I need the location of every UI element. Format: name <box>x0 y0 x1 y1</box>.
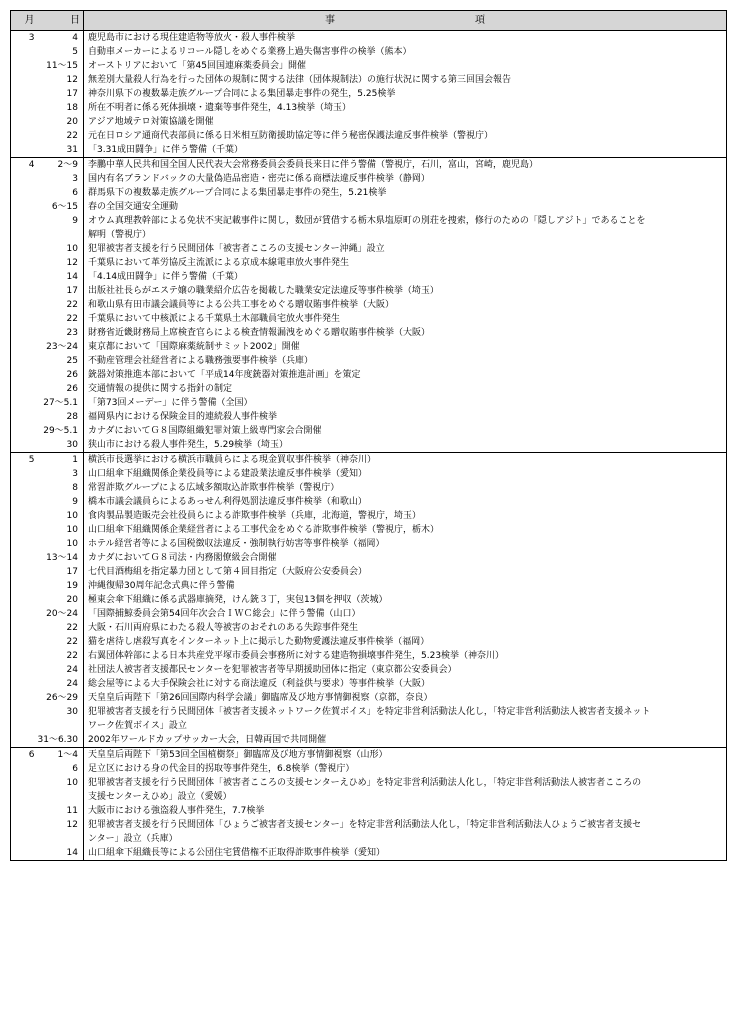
row-month <box>11 438 37 453</box>
row-event: 山口組傘下組織関係企業経営者による工事代金をめぐる詐欺事件検挙（警視庁，栃木） <box>84 523 727 537</box>
row-month <box>11 326 37 340</box>
row-event: 李鵬中華人民共和国全国人民代表大会常務委員会委員長来日に伴う警備（警視庁，石川，富山，宮崎，鹿児島） <box>84 158 727 173</box>
row-day: 2～9 <box>37 158 84 173</box>
row-day: 9 <box>37 214 84 228</box>
row-month <box>11 45 37 59</box>
row-event: 猫を虐待し虐殺写真をインターネット上に掲示した動物愛護法違反事件検挙（福岡） <box>84 635 727 649</box>
table-row <box>11 621 727 635</box>
row-day <box>37 790 84 804</box>
row-day: 8 <box>37 481 84 495</box>
row-day: 10 <box>37 523 84 537</box>
row-month <box>11 607 37 621</box>
row-event: 極東会傘下組織に係る武器庫摘発，けん銃３丁，実包13個を押収（茨城） <box>84 593 727 607</box>
row-event: カナダにおいてＧ８国際組織犯罪対策上級専門家会合開催 <box>84 424 727 438</box>
row-event: 銃器対策推進本部において「平成14年度銃器対策推進計画」を策定 <box>84 368 727 382</box>
row-month <box>11 242 37 256</box>
table-row <box>11 87 727 101</box>
row-event: 犯罪被害者支援を行う民間団体「被害者こころの支援センター沖縄」設立 <box>84 242 727 256</box>
row-month <box>11 565 37 579</box>
header-event <box>84 11 727 31</box>
row-day: 31 <box>37 143 84 158</box>
row-event: アジア地域テロ対策協議を開催 <box>84 115 727 129</box>
table-row <box>11 607 727 621</box>
row-month <box>11 284 37 298</box>
table-row <box>11 158 727 173</box>
row-month <box>11 846 37 861</box>
table-row <box>11 312 727 326</box>
row-day: 14 <box>37 270 84 284</box>
row-event: ンター」設立（兵庫） <box>84 832 727 846</box>
row-month <box>11 705 37 719</box>
row-day: 26 <box>37 368 84 382</box>
table-row <box>11 270 727 284</box>
row-day: 22 <box>37 649 84 663</box>
table-row <box>11 663 727 677</box>
row-event: カナダにおいてＧ８司法・内務閣僚級会合開催 <box>84 551 727 565</box>
row-event: 天皇皇后両陛下「第53回全国植樹祭」御臨席及び地方事情御視察（山形） <box>84 748 727 763</box>
row-month <box>11 424 37 438</box>
row-day: 10 <box>37 242 84 256</box>
table-row <box>11 172 727 186</box>
table-row <box>11 115 727 129</box>
row-day: 20 <box>37 115 84 129</box>
row-event: 「3.31成田闘争」に伴う警備（千葉） <box>84 143 727 158</box>
row-month <box>11 172 37 186</box>
row-month <box>11 354 37 368</box>
row-day: 3 <box>37 467 84 481</box>
row-day: 19 <box>37 579 84 593</box>
row-day: 24 <box>37 677 84 691</box>
row-day: 12 <box>37 73 84 87</box>
row-month <box>11 523 37 537</box>
table-row <box>11 762 727 776</box>
row-day: 1～4 <box>37 748 84 763</box>
row-day: 10 <box>37 776 84 790</box>
row-event: 千葉県において中核派による千葉県土木部職員宅放火事件発生 <box>84 312 727 326</box>
row-day: 18 <box>37 101 84 115</box>
row-event: 福岡県内における保険金目的連続殺人事件検挙 <box>84 410 727 424</box>
row-month <box>11 59 37 73</box>
row-month <box>11 481 37 495</box>
row-month <box>11 551 37 565</box>
row-event: 無差別大量殺人行為を行った団体の規制に関する法律（団体規制法）の施行状況に関する第三回国会報告 <box>84 73 727 87</box>
row-day: 5 <box>37 45 84 59</box>
table-row <box>11 748 727 763</box>
table-row <box>11 129 727 143</box>
row-day: 28 <box>37 410 84 424</box>
row-month <box>11 593 37 607</box>
row-event: 常習詐欺グループによる広域多額取込詐欺事件検挙（警視庁） <box>84 481 727 495</box>
row-month <box>11 73 37 87</box>
row-event: 交通情報の提供に関する指針の制定 <box>84 382 727 396</box>
row-event: 「4.14成田闘争」に伴う警備（千葉） <box>84 270 727 284</box>
row-event: オウム真理教幹部による免状不実記載事件に関し，数団が賃借する栃木県塩原町の別荘を捜索，修行のための「隠しアジト」であることを <box>84 214 727 228</box>
header-month: 月 <box>11 11 37 31</box>
row-event: 犯罪被害者支援を行う民間団体「被害者支援ネットワーク佐賀ボイス」を特定非営利活動法人化し，「特定非営利活動法人被害者支援ネット <box>84 705 727 719</box>
row-month <box>11 579 37 593</box>
table-row <box>11 818 727 832</box>
row-month <box>11 832 37 846</box>
table-row <box>11 368 727 382</box>
row-month: 6 <box>11 748 37 763</box>
row-month <box>11 270 37 284</box>
row-month <box>11 396 37 410</box>
row-event: 大阪・石川両府県にわたる殺人等被害のおそれのある失踪事件発生 <box>84 621 727 635</box>
row-month <box>11 340 37 354</box>
table-row <box>11 649 727 663</box>
table-row <box>11 382 727 396</box>
table-body <box>11 31 727 861</box>
table-row <box>11 326 727 340</box>
table-row <box>11 565 727 579</box>
table-row <box>11 635 727 649</box>
row-event: 春の全国交通安全運動 <box>84 200 727 214</box>
row-day: 24 <box>37 663 84 677</box>
row-day: 12 <box>37 818 84 832</box>
row-month <box>11 87 37 101</box>
row-day: 27～5.1 <box>37 396 84 410</box>
table-row <box>11 214 727 228</box>
table-row <box>11 467 727 481</box>
table-row <box>11 790 727 804</box>
row-event: 右翼団体幹部による日本共産党平塚市委員会事務所に対する建造物損壊事件発生，5.23検挙（神奈川） <box>84 649 727 663</box>
row-event: 「国際捕鯨委員会第54回年次会合ＩＷＣ総会」に伴う警備（山口） <box>84 607 727 621</box>
row-day: 29～5.1 <box>37 424 84 438</box>
row-day: 13～14 <box>37 551 84 565</box>
table-row <box>11 73 727 87</box>
table-row <box>11 705 727 719</box>
row-month <box>11 368 37 382</box>
row-month <box>11 733 37 748</box>
row-month <box>11 312 37 326</box>
table-row <box>11 804 727 818</box>
table-row <box>11 733 727 748</box>
table-row <box>11 593 727 607</box>
row-day: 31～6.30 <box>37 733 84 748</box>
row-month <box>11 677 37 691</box>
row-day: 20 <box>37 593 84 607</box>
row-month <box>11 200 37 214</box>
row-day: 10 <box>37 509 84 523</box>
row-day <box>37 719 84 733</box>
row-month: 3 <box>11 31 37 46</box>
row-event: 群馬県下の複数暴走族グループ合同による集団暴走事件の発生，5.21検挙 <box>84 186 727 200</box>
table-row <box>11 340 727 354</box>
table-row <box>11 537 727 551</box>
row-day: 22 <box>37 298 84 312</box>
row-day: 23 <box>37 326 84 340</box>
row-month <box>11 663 37 677</box>
row-day: 30 <box>37 438 84 453</box>
table-row <box>11 143 727 158</box>
row-event: 東京都において「国際麻薬統制サミット2002」開催 <box>84 340 727 354</box>
table-row <box>11 354 727 368</box>
row-event: 犯罪被害者支援を行う民間団体「被害者こころの支援センターえひめ」を特定非営利活動法人化し，「特定非営利活動法人被害者こころの <box>84 776 727 790</box>
row-month <box>11 129 37 143</box>
row-day: 25 <box>37 354 84 368</box>
row-day: 4 <box>37 31 84 46</box>
table-row <box>11 228 727 242</box>
row-event: 和歌山県有田市議会議員等による公共工事をめぐる贈収賄事件検挙（大阪） <box>84 298 727 312</box>
row-day: 10 <box>37 537 84 551</box>
table-row <box>11 101 727 115</box>
row-event: 所在不明者に係る死体損壊・遺棄等事件発生，4.13検挙（埼玉） <box>84 101 727 115</box>
header-day: 日 <box>37 11 84 31</box>
row-month <box>11 509 37 523</box>
table-row <box>11 438 727 453</box>
table-row <box>11 186 727 200</box>
row-event: 天皇皇后両陛下「第26回国際内科学会議」御臨席及び地方事情御視察（京都，奈良） <box>84 691 727 705</box>
row-month <box>11 467 37 481</box>
table-row <box>11 523 727 537</box>
table-row <box>11 298 727 312</box>
chronology-table <box>10 10 727 861</box>
row-day: 11 <box>37 804 84 818</box>
row-event: 横浜市長選挙における横浜市職員らによる現金買収事件検挙（神奈川） <box>84 453 727 468</box>
row-day: 6 <box>37 186 84 200</box>
row-month <box>11 228 37 242</box>
row-day: 26～29 <box>37 691 84 705</box>
row-month <box>11 719 37 733</box>
row-day: 22 <box>37 129 84 143</box>
row-day: 22 <box>37 312 84 326</box>
row-event: 総会屋等による大手保険会社に対する商法違反（利益供与要求）等事件検挙（大阪） <box>84 677 727 691</box>
row-event: 不動産管理会社経営者による職務強要事件検挙（兵庫） <box>84 354 727 368</box>
row-event: 狭山市における殺人事件発生，5.29検挙（埼玉） <box>84 438 727 453</box>
row-month: 4 <box>11 158 37 173</box>
row-event: 解明（警視庁） <box>84 228 727 242</box>
row-event: 出版社社長らがエステ嬢の職業紹介広告を掲載した職業安定法違反等事件検挙（埼玉） <box>84 284 727 298</box>
row-month <box>11 256 37 270</box>
table-row <box>11 59 727 73</box>
row-month <box>11 186 37 200</box>
row-day: 12 <box>37 256 84 270</box>
table-row <box>11 832 727 846</box>
row-event: ワーク佐賀ボイス」設立 <box>84 719 727 733</box>
row-event: 鹿児島市における現住建造物等放火・殺人事件検挙 <box>84 31 727 46</box>
row-event: 山口組傘下組織長等による公団住宅賃借権不正取得詐欺事件検挙（愛知） <box>84 846 727 861</box>
row-day: 9 <box>37 495 84 509</box>
row-month <box>11 214 37 228</box>
row-day <box>37 228 84 242</box>
row-month: 5 <box>11 453 37 468</box>
row-event: 国内有名ブランドバックの大量偽造品密造・密売に係る商標法違反事件検挙（静岡） <box>84 172 727 186</box>
table-row <box>11 509 727 523</box>
table-row <box>11 200 727 214</box>
table-row <box>11 691 727 705</box>
row-month <box>11 790 37 804</box>
row-month <box>11 804 37 818</box>
row-day: 23～24 <box>37 340 84 354</box>
table-row <box>11 776 727 790</box>
row-month <box>11 143 37 158</box>
row-month <box>11 101 37 115</box>
row-day: 3 <box>37 172 84 186</box>
row-event: 足立区における身の代金目的拐取等事件発生，6.8検挙（警視庁） <box>84 762 727 776</box>
row-month <box>11 635 37 649</box>
table-row <box>11 242 727 256</box>
table-row <box>11 846 727 861</box>
table-row <box>11 551 727 565</box>
header-event-second-char: 項 <box>475 14 485 26</box>
row-month <box>11 691 37 705</box>
row-event: 山口組傘下組織関係企業役員等による建設業法違反事件検挙（愛知） <box>84 467 727 481</box>
table-row <box>11 410 727 424</box>
row-day: 22 <box>37 635 84 649</box>
row-month <box>11 649 37 663</box>
row-event: 橋本市議会議員らによるあっせん利得処罰法違反事件検挙（和歌山） <box>84 495 727 509</box>
row-month <box>11 382 37 396</box>
row-event: 神奈川県下の複数暴走族グループ合同による集団暴走事件の発生，5.25検挙 <box>84 87 727 101</box>
row-event: 自動車メーカーによるリコール隠しをめぐる業務上過失傷害事件の検挙（熊本） <box>84 45 727 59</box>
row-day: 17 <box>37 87 84 101</box>
row-event: 2002年ワールドカップサッカー大会，日韓両国で共同開催 <box>84 733 727 748</box>
table-row <box>11 453 727 468</box>
row-day: 14 <box>37 846 84 861</box>
row-event: 社団法人被害者支援都民センターを犯罪被害者等早期援助団体に指定（東京都公安委員会） <box>84 663 727 677</box>
row-event: 千葉県において革労協反主流派による京成本線電車放火事件発生 <box>84 256 727 270</box>
row-event: ホテル経営者等による国税徴収法違反・強制執行妨害等事件検挙（福岡） <box>84 537 727 551</box>
table-row <box>11 256 727 270</box>
row-day: 1 <box>37 453 84 468</box>
table-row <box>11 45 727 59</box>
row-event: 犯罪被害者支援を行う民間団体「ひょうご被害者支援センター」を特定非営利活動法人化し，「特定非営利活動法人ひょうご被害者支援セ <box>84 818 727 832</box>
row-day: 17 <box>37 565 84 579</box>
table-row <box>11 31 727 46</box>
table-row <box>11 579 727 593</box>
table-row <box>11 424 727 438</box>
row-month <box>11 818 37 832</box>
row-day: 6 <box>37 762 84 776</box>
table-row <box>11 481 727 495</box>
row-month <box>11 762 37 776</box>
row-day: 20～24 <box>37 607 84 621</box>
row-day <box>37 832 84 846</box>
row-event: 食肉製品製造販売会社役員らによる詐欺事件検挙（兵庫，北海道，警視庁，埼玉） <box>84 509 727 523</box>
row-day: 26 <box>37 382 84 396</box>
row-day: 22 <box>37 621 84 635</box>
row-event: 大阪市における強盗殺人事件発生，7.7検挙 <box>84 804 727 818</box>
row-event: 支援センターえひめ」設立（愛媛） <box>84 790 727 804</box>
row-event: 七代目酒梅組を指定暴力団として第４回目指定（大阪府公安委員会） <box>84 565 727 579</box>
row-event: 「第73回メーデー」に伴う警備（全国） <box>84 396 727 410</box>
table-header <box>11 11 727 31</box>
row-month <box>11 298 37 312</box>
row-event: 沖縄復帰30周年記念式典に伴う警備 <box>84 579 727 593</box>
row-month <box>11 537 37 551</box>
row-event: オーストリアにおいて「第45回国連麻薬委員会」開催 <box>84 59 727 73</box>
row-day: 30 <box>37 705 84 719</box>
row-day: 6～15 <box>37 200 84 214</box>
row-event: 元在日ロシア通商代表部員に係る日米相互防衛援助協定等に伴う秘密保護法違反事件検挙（警視庁） <box>84 129 727 143</box>
table-row <box>11 677 727 691</box>
row-month <box>11 115 37 129</box>
row-month <box>11 495 37 509</box>
row-day: 11～15 <box>37 59 84 73</box>
table-row <box>11 495 727 509</box>
table-row <box>11 719 727 733</box>
row-day: 17 <box>37 284 84 298</box>
table-row <box>11 284 727 298</box>
row-month <box>11 410 37 424</box>
row-month <box>11 776 37 790</box>
row-month <box>11 621 37 635</box>
table-row <box>11 396 727 410</box>
row-event: 財務省近畿財務局上席検査官らによる検査情報漏洩をめぐる贈収賄事件検挙（大阪） <box>84 326 727 340</box>
header-event-first-char: 事 <box>325 14 335 26</box>
